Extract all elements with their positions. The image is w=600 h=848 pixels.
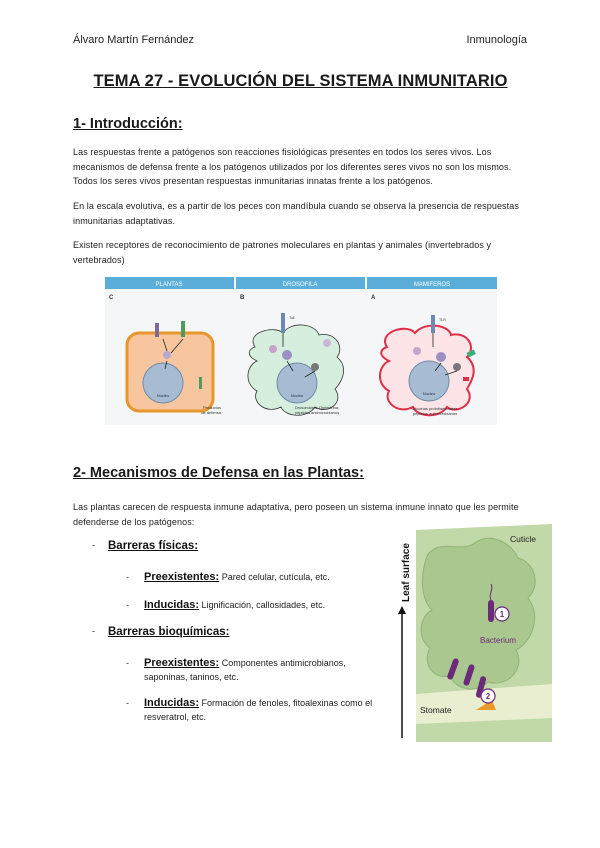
sub-bullet-key: Inducidas:: [144, 697, 200, 709]
plant-receptor-icon: [155, 323, 159, 337]
section2-paragraph-1: Las plantas carecen de respuesta inmune adaptativa, pero poseen un sistema inmune innato que les permite defenderse de los patógenos:: [73, 502, 519, 527]
cuticle-label: Cuticle: [510, 534, 536, 544]
panel-letter-a: A: [371, 295, 376, 301]
sub-bullet-biochemical-induced: - Inducidas: Formación de fenoles, fitoalexinas como el resveratrol, etc.: [126, 697, 373, 722]
plant-caption-1: Productos: [202, 405, 221, 410]
section1-paragraph-1: Las respuestas frente a patógenos son reacciones fisiológicas presentes en todos los seres vivos. Los mecanismos de defensa frente a los patógenos utilizados por los diferentes seres vivos no son los mismos. Todos los seres vivos presentan respuestas inmunitarias innatas frente a los patógenos.: [73, 147, 512, 187]
plant-signal-icon: [163, 351, 171, 359]
marker-2-label: 2: [485, 692, 491, 701]
plants-header: PLANTAS: [155, 282, 183, 288]
mammal-nucleus-label: Núcleo: [422, 391, 436, 396]
plant-caption-2: de defensa: [201, 410, 221, 415]
section2-heading: 2- Mecanismos de Defensa en las Plantas:: [73, 465, 364, 481]
panel-letter-c: C: [109, 295, 114, 301]
mammal-caption-2: péptidos antimicrobianos: [412, 411, 458, 416]
receptors-figure: [105, 277, 497, 425]
mammal-caption-1: Citocinas proinflamatorias,: [411, 406, 459, 411]
sub-bullet-text: Lignificación, callosidades, etc.: [201, 600, 326, 610]
plant-nucleus-label: Núcleo: [156, 393, 170, 398]
stomate-label: Stomate: [420, 705, 452, 715]
panel-letter-b: B: [240, 295, 245, 301]
sub-bullet-biochemical-preexisting: - Preexistentes: Componentes antimicrobianos, saponinas, taninos, etc.: [126, 657, 346, 682]
plant-receptor3-icon: [199, 377, 202, 389]
bullet-physical-barriers: - Barreras físicas:: [92, 540, 199, 552]
sub-bullet-key: Inducidas:: [144, 599, 200, 611]
axis-label: Leaf surface: [401, 543, 412, 602]
sub-bullet-key: Preexistentes:: [144, 657, 220, 669]
sub-bullet-key: Preexistentes:: [144, 571, 220, 583]
section1-heading: 1- Introducción:: [73, 116, 183, 132]
bullet-physical-barriers-label: Barreras físicas:: [108, 540, 199, 552]
fly-header: DROSOFILA: [282, 282, 318, 288]
sub-bullet-physical-preexisting: - Preexistentes: Pared celular, cutícula, etc.: [126, 571, 330, 583]
section1-paragraph-3: Existen receptores de reconocimiento de patrones moleculares en plantas y animales (invertebrados y vertebrados): [73, 240, 492, 265]
plant-receptor2-icon: [181, 321, 185, 337]
page-title: TEMA 27 - EVOLUCIÓN DEL SISTEMA INMUNITARIO: [93, 72, 508, 90]
sub-bullet-text: Componentes antimicrobianos, saponinas, taninos, etc.: [144, 658, 346, 682]
bullet-biochemical-barriers-label: Barreras bioquímicas:: [108, 626, 230, 638]
leaf-cell: [421, 538, 535, 689]
fly-nucleus-label: Núcleo: [290, 393, 304, 398]
fly-caption-2: péptidos antimicrobianos: [294, 410, 340, 415]
marker-1-label: 1: [499, 610, 505, 619]
header-author: Álvaro Martín Fernández: [73, 34, 195, 46]
fly-caption-1: Drosomicina, Diptericina,: [294, 405, 340, 410]
bacterium-label: Bacterium: [480, 636, 517, 645]
section1-paragraph-2: En la escala evolutiva, es a partir de los peces con mandíbula cuando se observa la presencia de respuestas inmunitarias adaptativas.: [73, 201, 519, 226]
bullet-biochemical-barriers: - Barreras bioquímicas:: [92, 626, 230, 638]
tlr-label: TLR: [439, 318, 446, 322]
sub-bullet-text: Pared celular, cutícula, etc.: [221, 572, 330, 582]
bacterium-icon: [488, 600, 494, 622]
mammal-header: MAMIFEROS: [413, 282, 451, 288]
tlr-receptor-icon: [431, 315, 435, 333]
toll-receptor-icon: [281, 313, 285, 333]
leaf-surface-figure: [392, 524, 552, 742]
sub-bullet-physical-induced: - Inducidas: Lignificación, callosidades, etc.: [126, 599, 326, 611]
header-subject: Inmunología: [466, 34, 527, 46]
sub-bullet-text: Formación de fenoles, fitoalexinas como el resveratrol, etc.: [144, 698, 373, 722]
toll-label: Toll: [289, 316, 295, 320]
